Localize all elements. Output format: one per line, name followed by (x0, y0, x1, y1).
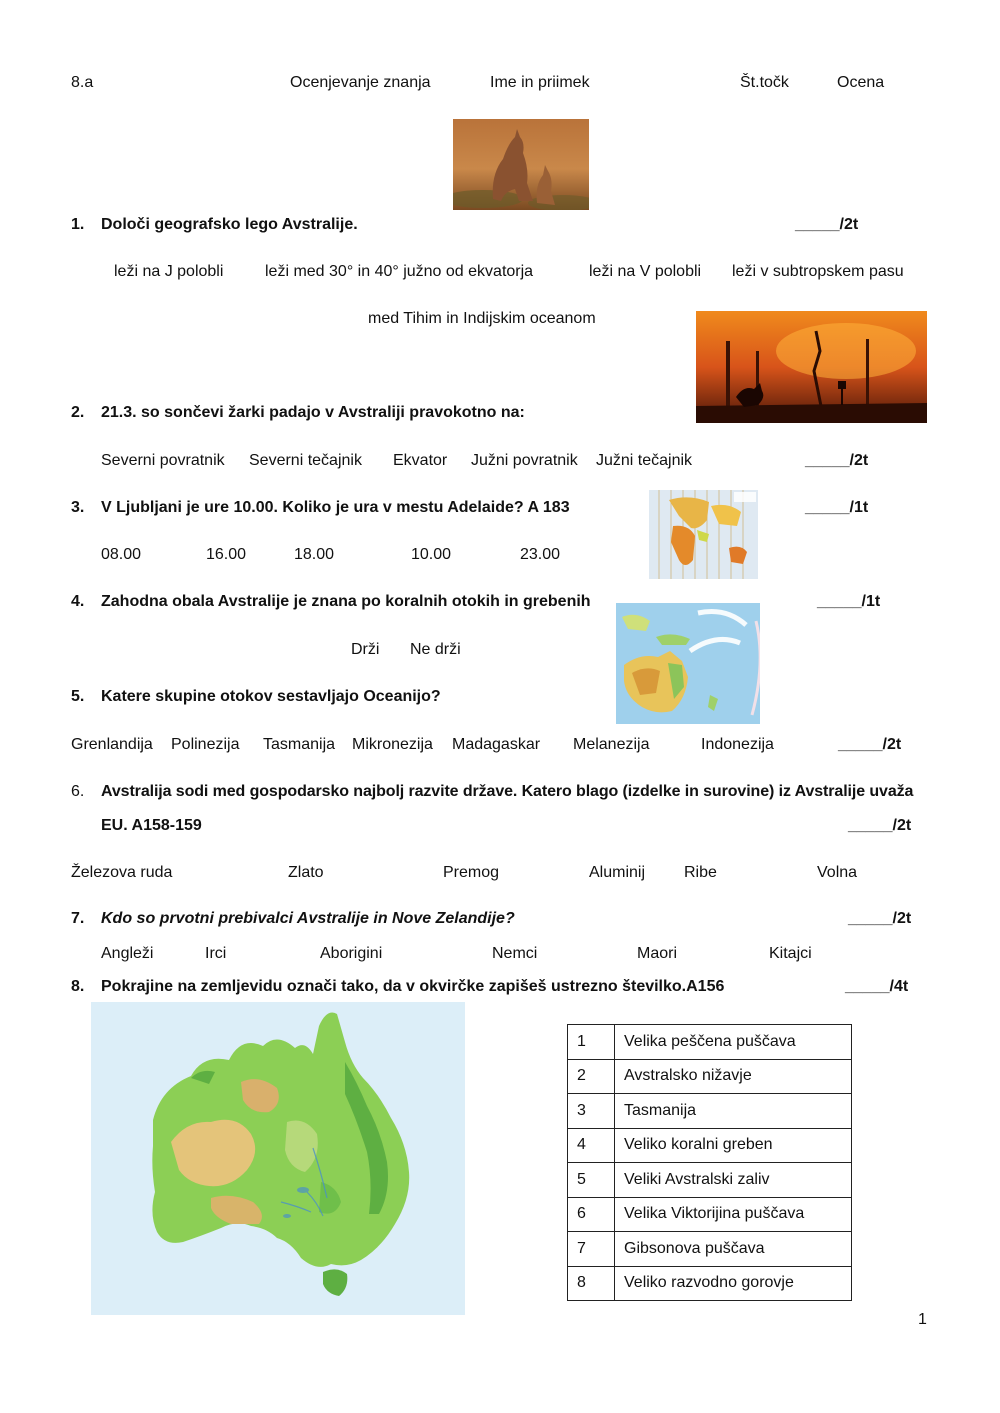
q2-score: _____/2t (805, 452, 869, 469)
legend-row (568, 1232, 852, 1267)
q3-option[interactable]: 10.00 (411, 546, 452, 563)
legend-number: 1 (568, 1025, 615, 1060)
q6-text-line1: Avstralija sodi med gospodarsko najbolj razvite države. Katero blago (izdelke in surovine) iz Avstralije uvaža (101, 783, 914, 800)
q2-option[interactable]: Severni tečajnik (249, 452, 362, 469)
legend-number: 6 (568, 1197, 615, 1232)
q7-number: 7. (71, 910, 85, 927)
q7-option[interactable]: Aborigini (320, 945, 383, 962)
legend-number: 5 (568, 1163, 615, 1198)
q5-option[interactable]: Polinezija (171, 736, 240, 753)
q7-option[interactable]: Maori (637, 945, 678, 962)
q7-score: _____/2t (848, 910, 912, 927)
q5-option[interactable]: Mikronezija (352, 736, 433, 753)
q3-text: V Ljubljani je ure 10.00. Koliko je ura v mestu Adelaide? A 183 (101, 499, 570, 516)
legend-row (568, 1197, 852, 1232)
legend-number: 3 (568, 1094, 615, 1129)
q5-option[interactable]: Indonezija (701, 736, 774, 753)
bushfire-photo (696, 311, 927, 423)
q8-score: _____/4t (845, 978, 909, 995)
legend-region: Avstralsko nižavje (615, 1059, 852, 1094)
q6-option[interactable]: Ribe (684, 864, 717, 881)
kangaroo-photo (453, 119, 589, 210)
q2-text: 21.3. so sončevi žarki padajo v Avstraliji pravokotno na: (101, 404, 525, 421)
q6-option[interactable]: Aluminij (589, 864, 646, 881)
q6-text-line2: EU. A158-159 (101, 817, 202, 834)
legend-row (568, 1163, 852, 1198)
q2-option[interactable]: Severni povratnik (101, 452, 225, 469)
regions-legend-table (567, 1024, 852, 1301)
q5-option[interactable]: Grenlandija (71, 736, 153, 753)
q3-option[interactable]: 23.00 (520, 546, 561, 563)
q2-option[interactable]: Ekvator (393, 452, 448, 469)
q2-option[interactable]: Južni povratnik (471, 452, 578, 469)
q3-option[interactable]: 08.00 (101, 546, 142, 563)
q2-number: 2. (71, 404, 85, 421)
legend-row (568, 1094, 852, 1129)
q7-option[interactable]: Irci (205, 945, 227, 962)
q7-option[interactable]: Angleži (101, 945, 154, 962)
q5-score: _____/2t (838, 736, 902, 753)
q6-option[interactable]: Zlato (288, 864, 324, 881)
legend-number: 7 (568, 1232, 615, 1267)
q6-score: _____/2t (848, 817, 912, 834)
q6-option[interactable]: Železova ruda (71, 864, 173, 881)
q4-option-false[interactable]: Ne drži (410, 641, 461, 658)
name-label: Ime in priimek (490, 74, 590, 91)
points-label: Št.točk (740, 74, 789, 91)
q7-option[interactable]: Nemci (492, 945, 538, 962)
q5-number: 5. (71, 688, 85, 705)
q1-option[interactable]: leži v subtropskem pasu (732, 263, 904, 280)
q3-number: 3. (71, 499, 85, 516)
legend-row (568, 1025, 852, 1060)
australia-physical-map[interactable] (91, 1002, 465, 1315)
page-number: 1 (918, 1311, 927, 1328)
legend-number: 8 (568, 1266, 615, 1301)
legend-region: Veliko koralni greben (615, 1128, 852, 1163)
q1-number: 1. (71, 216, 85, 233)
q4-number: 4. (71, 593, 85, 610)
q4-option-true[interactable]: Drži (351, 641, 380, 658)
q6-number: 6. (71, 783, 85, 800)
q1-option[interactable]: leži na J polobli (114, 263, 224, 280)
q6-option[interactable]: Premog (443, 864, 500, 881)
q1-option[interactable]: leži med 30° in 40° južno od ekvatorja (265, 263, 534, 280)
q4-score: _____/1t (817, 593, 881, 610)
q7-option[interactable]: Kitajci (769, 945, 812, 962)
q1-score: _____/2t (795, 216, 859, 233)
assessment-title: Ocenjevanje znanja (290, 74, 431, 91)
legend-region: Velika peščena puščava (615, 1025, 852, 1060)
legend-row (568, 1059, 852, 1094)
q5-option[interactable]: Madagaskar (452, 736, 541, 753)
legend-number: 4 (568, 1128, 615, 1163)
legend-number: 2 (568, 1059, 615, 1094)
q6-option[interactable]: Volna (817, 864, 858, 881)
q8-number: 8. (71, 978, 85, 995)
q5-text: Katere skupine otokov sestavljajo Oceanijo? (101, 688, 441, 705)
legend-region: Gibsonova puščava (615, 1232, 852, 1267)
q1-option[interactable]: med Tihim in Indijskim oceanom (368, 310, 596, 327)
q2-option[interactable]: Južni tečajnik (596, 452, 693, 469)
q7-text: Kdo so prvotni prebivalci Avstralije in Nove Zelandije? (101, 910, 515, 927)
q5-option[interactable]: Tasmanija (263, 736, 336, 753)
time-zone-map (649, 490, 758, 579)
q3-option[interactable]: 16.00 (206, 546, 247, 563)
q5-option[interactable]: Melanezija (573, 736, 650, 753)
legend-row (568, 1266, 852, 1301)
legend-region: Veliko razvodno gorovje (615, 1266, 852, 1301)
q3-score: _____/1t (805, 499, 869, 516)
q3-option[interactable]: 18.00 (294, 546, 335, 563)
legend-region: Veliki Avstralski zaliv (615, 1163, 852, 1198)
q8-text: Pokrajine na zemljevidu označi tako, da v okvirčke zapišeš ustrezno številko.A156 (101, 978, 725, 995)
q1-text: Določi geografsko lego Avstralije. (101, 216, 358, 233)
class-label: 8.a (71, 74, 94, 91)
legend-region: Tasmanija (615, 1094, 852, 1129)
legend-region: Velika Viktorijina puščava (615, 1197, 852, 1232)
oceania-map (616, 603, 760, 724)
q4-text: Zahodna obala Avstralije je znana po koralnih otokih in grebenih (101, 593, 591, 610)
q1-option[interactable]: leži na V polobli (589, 263, 702, 280)
legend-row (568, 1128, 852, 1163)
grade-label: Ocena (837, 74, 885, 91)
